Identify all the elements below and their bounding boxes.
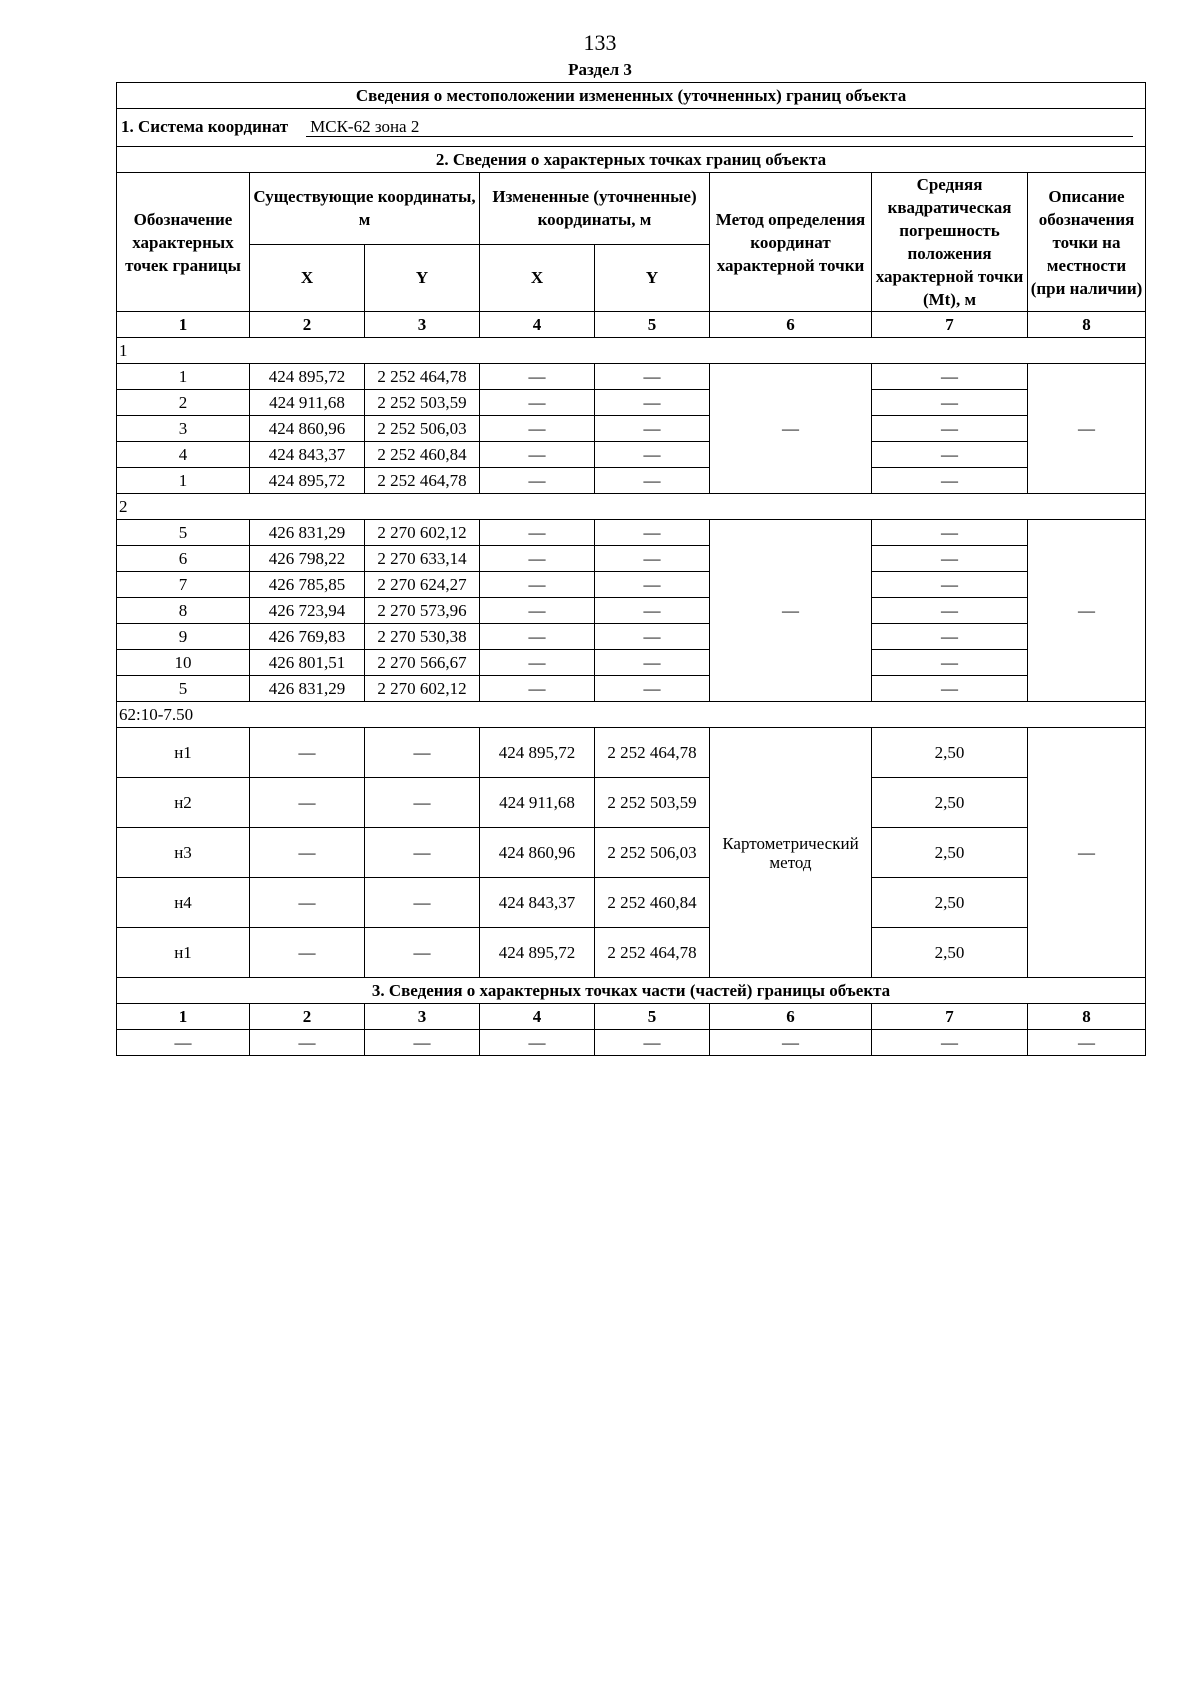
existing-x: 426 801,51 bbox=[250, 650, 365, 676]
changed-x: — bbox=[480, 650, 595, 676]
changed-y: — bbox=[595, 468, 710, 494]
point-designation: н3 bbox=[117, 828, 250, 878]
table-row bbox=[117, 650, 1146, 676]
error-value: — bbox=[872, 650, 1028, 676]
header-method: Метод определения координат характерной точки bbox=[710, 173, 872, 312]
header-existing-x: X bbox=[250, 244, 365, 312]
column-number: 5 bbox=[595, 312, 710, 338]
existing-x: — bbox=[250, 928, 365, 978]
existing-y: 2 252 464,78 bbox=[365, 468, 480, 494]
point-designation: 5 bbox=[117, 520, 250, 546]
group-label: 62:10-7.50 bbox=[117, 702, 1146, 728]
changed-x: — bbox=[480, 598, 595, 624]
column-number: 7 bbox=[872, 1004, 1028, 1030]
changed-y: — bbox=[595, 416, 710, 442]
existing-y: 2 252 506,03 bbox=[365, 416, 480, 442]
parts-cell: — bbox=[250, 1030, 365, 1056]
point-designation: 5 bbox=[117, 676, 250, 702]
column-number: 2 bbox=[250, 312, 365, 338]
existing-x: 424 895,72 bbox=[250, 468, 365, 494]
column-number: 7 bbox=[872, 312, 1028, 338]
table-row bbox=[117, 598, 1146, 624]
existing-y: — bbox=[365, 928, 480, 978]
header-description: Описание обозначения точки на местности (при наличии) bbox=[1028, 173, 1146, 312]
parts-cell: — bbox=[117, 1030, 250, 1056]
parts-column-numbers-row bbox=[117, 1004, 1146, 1030]
point-designation: н2 bbox=[117, 778, 250, 828]
coord-system-label: 1. Система координат bbox=[121, 116, 289, 136]
changed-x: — bbox=[480, 676, 595, 702]
existing-y: 2 252 464,78 bbox=[365, 364, 480, 390]
existing-y: — bbox=[365, 828, 480, 878]
table-row bbox=[117, 520, 1146, 546]
existing-y: 2 270 566,67 bbox=[365, 650, 480, 676]
changed-x: — bbox=[480, 442, 595, 468]
existing-y: 2 252 460,84 bbox=[365, 442, 480, 468]
group-row bbox=[117, 338, 1146, 364]
coord-system-row bbox=[117, 109, 1146, 147]
table-row bbox=[117, 828, 1146, 878]
changed-x: 424 895,72 bbox=[480, 728, 595, 778]
existing-x: — bbox=[250, 828, 365, 878]
point-designation: 10 bbox=[117, 650, 250, 676]
existing-x: 424 911,68 bbox=[250, 390, 365, 416]
description-cell: — bbox=[1028, 520, 1146, 702]
error-value: — bbox=[872, 442, 1028, 468]
existing-y: — bbox=[365, 878, 480, 928]
table-row bbox=[117, 364, 1146, 390]
existing-x: 426 831,29 bbox=[250, 676, 365, 702]
points-section-title: 2. Сведения о характерных точках границ объекта bbox=[117, 147, 1146, 173]
parts-cell: — bbox=[1028, 1030, 1146, 1056]
existing-y: — bbox=[365, 728, 480, 778]
column-number: 6 bbox=[710, 1004, 872, 1030]
column-number: 4 bbox=[480, 1004, 595, 1030]
column-number: 1 bbox=[117, 312, 250, 338]
coord-system-value: МСК-62 зона 2 bbox=[306, 117, 1133, 137]
table-row bbox=[117, 390, 1146, 416]
table-row bbox=[117, 624, 1146, 650]
error-value: — bbox=[872, 416, 1028, 442]
column-number: 2 bbox=[250, 1004, 365, 1030]
column-number: 3 bbox=[365, 1004, 480, 1030]
group-row bbox=[117, 702, 1146, 728]
changed-y: 2 252 506,03 bbox=[595, 828, 710, 878]
header-changed-y: Y bbox=[595, 244, 710, 312]
existing-y: 2 270 530,38 bbox=[365, 624, 480, 650]
existing-x: 424 843,37 bbox=[250, 442, 365, 468]
existing-y: 2 270 633,14 bbox=[365, 546, 480, 572]
existing-x: 426 769,83 bbox=[250, 624, 365, 650]
method-cell: — bbox=[710, 520, 872, 702]
point-designation: 3 bbox=[117, 416, 250, 442]
method-cell: — bbox=[710, 364, 872, 494]
table-row bbox=[117, 572, 1146, 598]
description-cell: — bbox=[1028, 364, 1146, 494]
error-value: — bbox=[872, 572, 1028, 598]
changed-x: — bbox=[480, 546, 595, 572]
existing-y: 2 270 624,27 bbox=[365, 572, 480, 598]
column-number: 3 bbox=[365, 312, 480, 338]
error-value: — bbox=[872, 390, 1028, 416]
changed-y: — bbox=[595, 364, 710, 390]
column-number: 5 bbox=[595, 1004, 710, 1030]
column-numbers-row bbox=[117, 312, 1146, 338]
section-title: Раздел 3 bbox=[568, 60, 632, 79]
point-designation: н4 bbox=[117, 878, 250, 928]
changed-y: — bbox=[595, 572, 710, 598]
existing-x: — bbox=[250, 778, 365, 828]
changed-x: 424 895,72 bbox=[480, 928, 595, 978]
existing-x: 426 831,29 bbox=[250, 520, 365, 546]
error-value: — bbox=[872, 520, 1028, 546]
existing-y: 2 270 602,12 bbox=[365, 520, 480, 546]
changed-x: 424 843,37 bbox=[480, 878, 595, 928]
existing-y: 2 270 602,12 bbox=[365, 676, 480, 702]
changed-x: — bbox=[480, 468, 595, 494]
table-row bbox=[117, 878, 1146, 928]
point-designation: 8 bbox=[117, 598, 250, 624]
existing-y: — bbox=[365, 778, 480, 828]
changed-y: 2 252 464,78 bbox=[595, 728, 710, 778]
changed-y: — bbox=[595, 442, 710, 468]
group-label: 1 bbox=[117, 338, 1146, 364]
parts-cell: — bbox=[595, 1030, 710, 1056]
header-existing: Существующие координаты, м bbox=[250, 173, 480, 245]
changed-x: — bbox=[480, 390, 595, 416]
error-value: — bbox=[872, 624, 1028, 650]
existing-x: 424 895,72 bbox=[250, 364, 365, 390]
point-designation: 1 bbox=[117, 364, 250, 390]
header-changed-x: X bbox=[480, 244, 595, 312]
changed-y: 2 252 460,84 bbox=[595, 878, 710, 928]
boundary-table bbox=[116, 82, 1146, 1056]
table-body bbox=[117, 83, 1146, 1056]
existing-y: 2 252 503,59 bbox=[365, 390, 480, 416]
existing-x: 426 798,22 bbox=[250, 546, 365, 572]
existing-x: 424 860,96 bbox=[250, 416, 365, 442]
table-row bbox=[117, 778, 1146, 828]
changed-y: — bbox=[595, 598, 710, 624]
description-cell: — bbox=[1028, 728, 1146, 978]
changed-x: — bbox=[480, 520, 595, 546]
parts-row bbox=[117, 1030, 1146, 1056]
changed-y: — bbox=[595, 624, 710, 650]
table-row bbox=[117, 676, 1146, 702]
header-changed: Измененные (уточненные) координаты, м bbox=[480, 173, 710, 245]
error-value: — bbox=[872, 676, 1028, 702]
point-designation: н1 bbox=[117, 728, 250, 778]
point-designation: 9 bbox=[117, 624, 250, 650]
column-number: 1 bbox=[117, 1004, 250, 1030]
point-designation: н1 bbox=[117, 928, 250, 978]
header-error: Средняя квадратическая погрешность положения характерной точки (Mt), м bbox=[872, 173, 1028, 312]
parts-cell: — bbox=[872, 1030, 1028, 1056]
table-row bbox=[117, 546, 1146, 572]
changed-y: — bbox=[595, 520, 710, 546]
method-cell: Картометрический метод bbox=[710, 728, 872, 978]
group-label: 2 bbox=[117, 494, 1146, 520]
changed-y: — bbox=[595, 676, 710, 702]
point-designation: 7 bbox=[117, 572, 250, 598]
group-row bbox=[117, 494, 1146, 520]
column-number: 8 bbox=[1028, 1004, 1146, 1030]
changed-x: — bbox=[480, 416, 595, 442]
table-row bbox=[117, 442, 1146, 468]
point-designation: 6 bbox=[117, 546, 250, 572]
page-number: 133 bbox=[583, 30, 617, 55]
error-value: — bbox=[872, 598, 1028, 624]
existing-x: — bbox=[250, 878, 365, 928]
column-number: 6 bbox=[710, 312, 872, 338]
changed-x: 424 860,96 bbox=[480, 828, 595, 878]
table-row bbox=[117, 728, 1146, 778]
table-row bbox=[117, 468, 1146, 494]
changed-y: — bbox=[595, 546, 710, 572]
error-value: — bbox=[872, 364, 1028, 390]
changed-x: — bbox=[480, 572, 595, 598]
changed-y: — bbox=[595, 390, 710, 416]
error-value: 2,50 bbox=[872, 828, 1028, 878]
table-row bbox=[117, 928, 1146, 978]
changed-y: — bbox=[595, 650, 710, 676]
error-value: 2,50 bbox=[872, 928, 1028, 978]
changed-x: — bbox=[480, 624, 595, 650]
table-title: Сведения о местоположении измененных (уточненных) границ объекта bbox=[117, 83, 1146, 109]
changed-x: — bbox=[480, 364, 595, 390]
parts-cell: — bbox=[710, 1030, 872, 1056]
changed-x: 424 911,68 bbox=[480, 778, 595, 828]
error-value: — bbox=[872, 546, 1028, 572]
table-row bbox=[117, 416, 1146, 442]
header-designation: Обозначение характерных точек границы bbox=[117, 173, 250, 312]
column-number: 4 bbox=[480, 312, 595, 338]
header-existing-y: Y bbox=[365, 244, 480, 312]
column-number: 8 bbox=[1028, 312, 1146, 338]
error-value: 2,50 bbox=[872, 728, 1028, 778]
point-designation: 1 bbox=[117, 468, 250, 494]
existing-x: — bbox=[250, 728, 365, 778]
point-designation: 2 bbox=[117, 390, 250, 416]
existing-x: 426 785,85 bbox=[250, 572, 365, 598]
existing-y: 2 270 573,96 bbox=[365, 598, 480, 624]
parts-cell: — bbox=[365, 1030, 480, 1056]
point-designation: 4 bbox=[117, 442, 250, 468]
parts-section-title: 3. Сведения о характерных точках части (частей) границы объекта bbox=[117, 978, 1146, 1004]
error-value: — bbox=[872, 468, 1028, 494]
existing-x: 426 723,94 bbox=[250, 598, 365, 624]
parts-cell: — bbox=[480, 1030, 595, 1056]
error-value: 2,50 bbox=[872, 778, 1028, 828]
changed-y: 2 252 464,78 bbox=[595, 928, 710, 978]
error-value: 2,50 bbox=[872, 878, 1028, 928]
changed-y: 2 252 503,59 bbox=[595, 778, 710, 828]
